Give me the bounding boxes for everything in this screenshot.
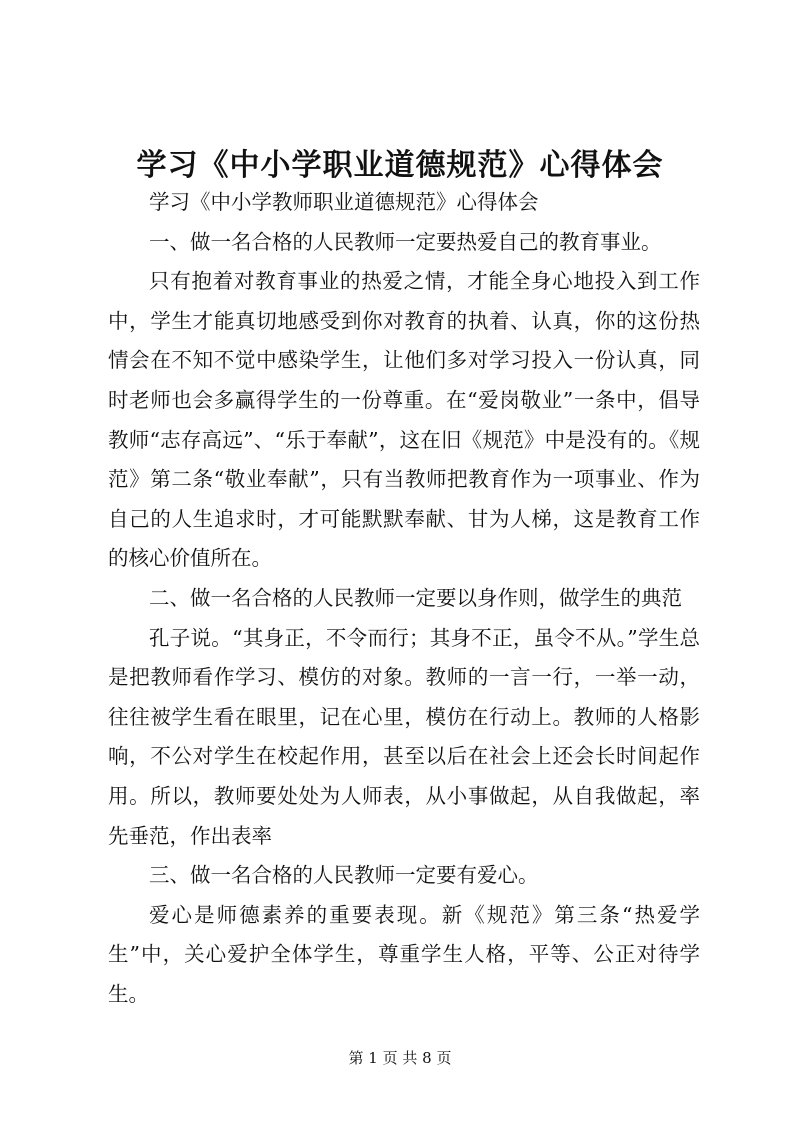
paragraph-body-3: 爱心是师德素养的重要表现。新《规范》第三条“热爱学生”中，关心爱护全体学生，尊重学生人格，平等、公正对待学生。 bbox=[108, 902, 700, 1006]
paragraph-subtitle: 学习《中小学教师职业道德规范》心得体会 bbox=[149, 190, 539, 214]
paragraph-heading-3: 三、做一名合格的人民教师一定要有爱心。 bbox=[149, 863, 539, 888]
page-footer: 第 1 页 共 8 页 bbox=[348, 1049, 452, 1067]
paragraph-body-1: 只有抱着对教育事业的热爱之情，才能全身心地投入到工作中，学生才能真切地感受到你对教育的执着、认真，你的这份热情会在不知不觉中感染学生，让他们多对学习投入一份认真，同时老师也会多赢得学生的一份尊重。在“爱岗敬业”一条中，倡导教师“志存高远”、“乐于奉献”，这在旧《规范》中是没有的。《规范》第二条“敬业奉献”，只有当教师把教育作为一项事业、作为自己的人生追求时，才可能默默奉献、甘为人梯，这是教育工作的核心价值所在。 bbox=[108, 269, 700, 571]
document-body bbox=[108, 183, 700, 1014]
paragraph-heading-1: 一、做一名合格的人民教师一定要热爱自己的教育事业。 bbox=[149, 229, 662, 254]
paragraph-body-2: 孔子说。“其身正，不令而行；其身不正，虽令不从。”学生总是把教师看作学习、模仿的对象。教师的一言一行，一举一动，往往被学生看在眼里，记在心里，模仿在行动上。教师的人格影响，不公对学生在校起作用，甚至以后在社会上还会长时间起作用。所以，教师要处处为人师表，从小事做起，从自我做起，率先垂范，作出表率 bbox=[108, 625, 700, 848]
document-title: 学习《中小学职业道德规范》心得体会 bbox=[136, 148, 664, 183]
paragraph-heading-2: 二、做一名合格的人民教师一定要以身作则，做学生的典范 bbox=[149, 585, 682, 610]
